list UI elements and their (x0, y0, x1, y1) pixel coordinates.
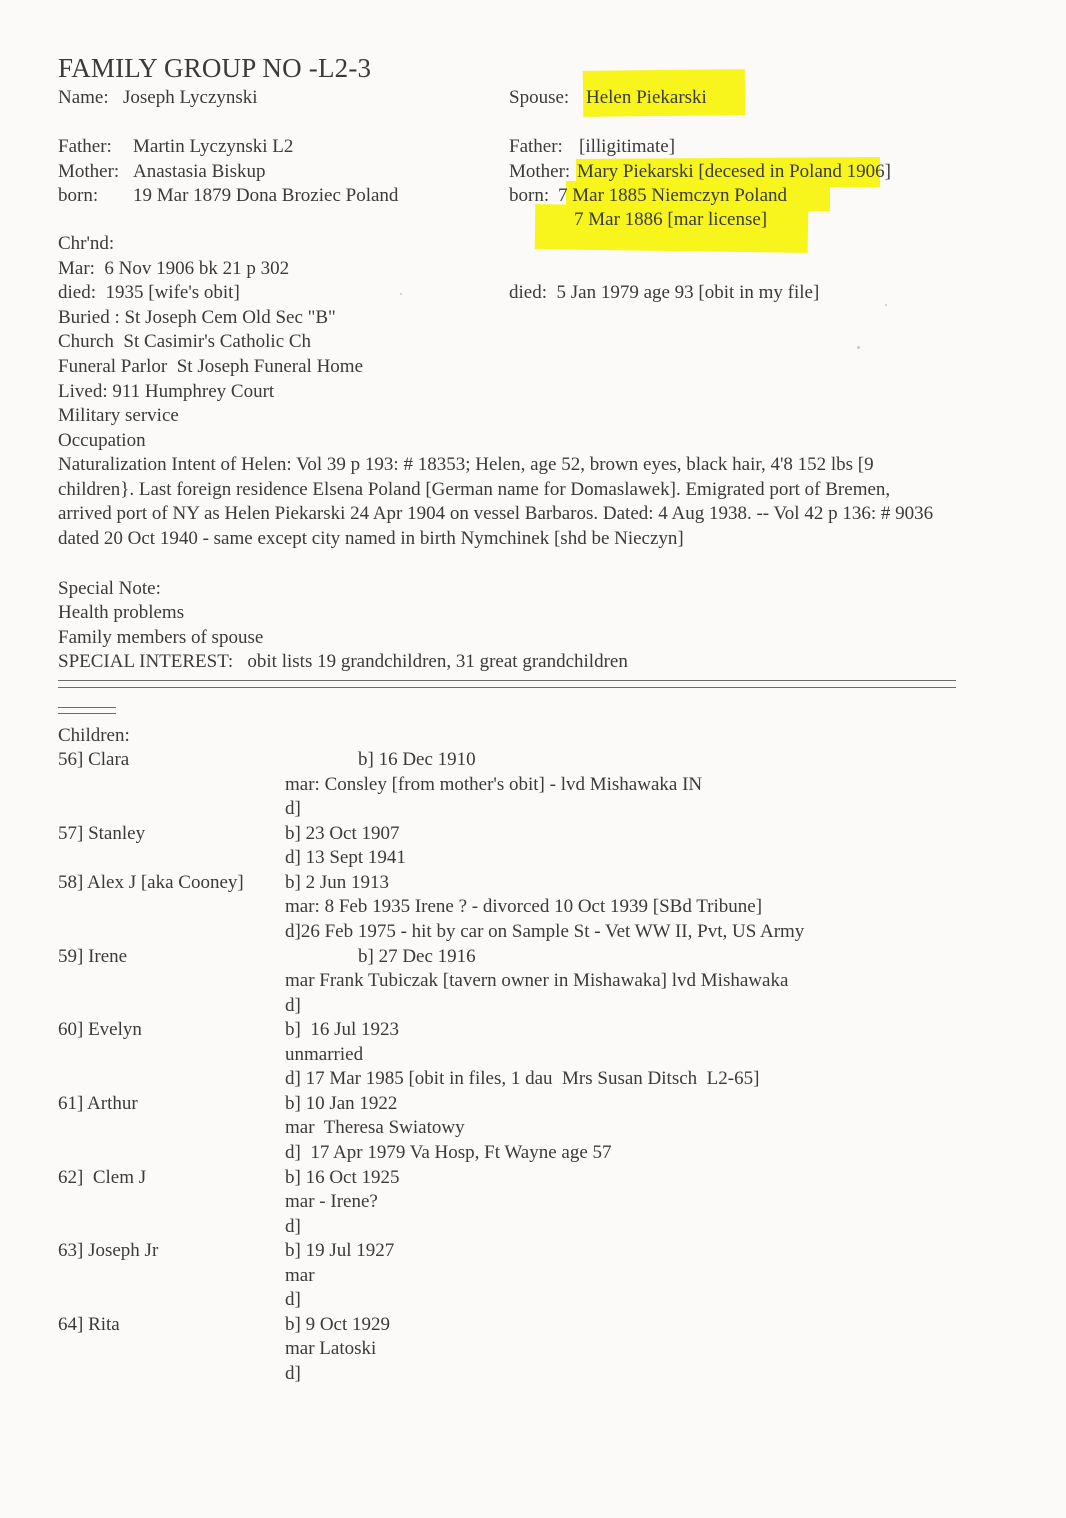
child-detail: d] 17 Mar 1985 [obit in files, 1 dau Mrs Susan Ditsch L2-65] (285, 1068, 760, 1089)
occupation-line: Occupation (58, 430, 146, 451)
spouse-died: died: 5 Jan 1979 age 93 [obit in my file] (509, 282, 820, 303)
health-line: Health problems (58, 602, 185, 623)
husband-born: 19 Mar 1879 Dona Broziec Poland (133, 185, 399, 206)
child-detail: mar Theresa Swiatowy (285, 1117, 465, 1138)
child-detail: d] (285, 1289, 301, 1310)
separator-rule-short (58, 707, 116, 714)
paper-speck (400, 293, 402, 295)
spouse-mother: Mary Piekarski [decesed in Poland 1906] (577, 161, 891, 182)
child-name: 60] Evelyn (58, 1019, 142, 1040)
child-detail: b] 16 Oct 1925 (285, 1167, 400, 1188)
child-detail: mar: Consley [from mother's obit] - lvd Mishawaka IN (285, 774, 703, 795)
spouse-father-label: Father: (509, 136, 563, 157)
child-detail: mar Latoski (285, 1338, 377, 1359)
child-detail: mar Frank Tubiczak [tavern owner in Mishawaka] lvd Mishawaka (285, 970, 789, 991)
children-label: Children: (58, 725, 130, 746)
husband-father: Martin Lyczynski L2 (133, 136, 294, 157)
family-spouse-line: Family members of spouse (58, 627, 264, 648)
child-detail: b] 16 Jul 1923 (285, 1019, 399, 1040)
child-detail: b] 10 Jan 1922 (285, 1093, 398, 1114)
military-line: Military service (58, 405, 179, 426)
page-title: FAMILY GROUP NO -L2-3 (58, 53, 372, 83)
child-name: 61] Arthur (58, 1093, 138, 1114)
born-label: born: (58, 185, 99, 206)
child-detail: mar - Irene? (285, 1191, 378, 1212)
child-detail: b] 16 Dec 1910 (358, 749, 476, 770)
husband-name: Joseph Lyczynski (123, 87, 258, 108)
child-name: 64] Rita (58, 1314, 120, 1335)
father-label: Father: (58, 136, 112, 157)
paper-speck (857, 346, 860, 349)
christened-label: Chr'nd: (58, 233, 115, 254)
child-detail: d] (285, 995, 301, 1016)
child-detail: d] (285, 798, 301, 819)
church-line: Church St Casimir's Catholic Ch (58, 331, 312, 352)
child-detail: b] 19 Jul 1927 (285, 1240, 395, 1261)
child-name: 63] Joseph Jr (58, 1240, 159, 1261)
child-detail: d]26 Feb 1975 - hit by car on Sample St - Vet WW II, Pvt, US Army (285, 921, 805, 942)
child-detail: b] 23 Oct 1907 (285, 823, 400, 844)
funeral-line: Funeral Parlor St Joseph Funeral Home (58, 356, 364, 377)
spouse-born-label: born: (509, 185, 550, 206)
special-note-line: Special Note: (58, 578, 161, 599)
child-detail: b] 9 Oct 1929 (285, 1314, 391, 1335)
buried-line: Buried : St Joseph Cem Old Sec "B" (58, 307, 336, 328)
child-detail: d] (285, 1363, 301, 1384)
husband-mother: Anastasia Biskup (133, 161, 266, 182)
child-name: 59] Irene (58, 946, 128, 967)
child-detail: d] (285, 1216, 301, 1237)
name-label: Name: (58, 87, 109, 108)
marriage-line: Mar: 6 Nov 1906 bk 21 p 302 (58, 258, 290, 279)
child-detail: b] 27 Dec 1916 (358, 946, 476, 967)
spouse-name: Helen Piekarski (586, 87, 707, 108)
spouse-label: Spouse: (509, 87, 570, 108)
separator-rule (58, 680, 956, 688)
child-detail: b] 2 Jun 1913 (285, 872, 389, 893)
mother-label: Mother: (58, 161, 120, 182)
husband-died: died: 1935 [wife's obit] (58, 282, 240, 303)
child-detail: mar: 8 Feb 1935 Irene ? - divorced 10 Oct 1939 [SBd Tribune] (285, 896, 763, 917)
child-detail: unmarried (285, 1044, 364, 1065)
child-detail: mar (285, 1265, 315, 1286)
special-interest-line: SPECIAL INTEREST: obit lists 19 grandchildren, 31 great grandchildren (58, 651, 628, 672)
spouse-father: [illigitimate] (579, 136, 676, 157)
child-name: 56] Clara (58, 749, 130, 770)
child-detail: d] 17 Apr 1979 Va Hosp, Ft Wayne age 57 (285, 1142, 612, 1163)
paper-speck (885, 304, 887, 306)
child-name: 57] Stanley (58, 823, 146, 844)
naturalization-note: Naturalization Intent of Helen: Vol 39 p 193: # 18353; Helen, age 52, brown eyes, black hair, 4'8 152 lbs [9 children}. Last foreign residence Elsena Poland [German name for Domaslawek]. Emigrated port of Bremen, arrived port of NY as Helen Piekarski 24 Apr 1904 on vessel Barbaros. Dated: 4 Aug 1938. -- Vol 42 p 136: # 9036 dated 20 Oct 1940 - same except city named in birth Nymchinek [shd be Nieczyn] (58, 454, 934, 549)
spouse-born: 7 Mar 1885 Niemczyn Poland (558, 185, 788, 206)
child-name: 62] Clem J (58, 1167, 147, 1188)
child-detail: d] 13 Sept 1941 (285, 847, 406, 868)
child-name: 58] Alex J [aka Cooney] (58, 872, 244, 893)
lived-line: Lived: 911 Humphrey Court (58, 381, 275, 402)
spouse-mother-label: Mother: (509, 161, 571, 182)
spouse-born-alt: 7 Mar 1886 [mar license] (574, 209, 768, 230)
